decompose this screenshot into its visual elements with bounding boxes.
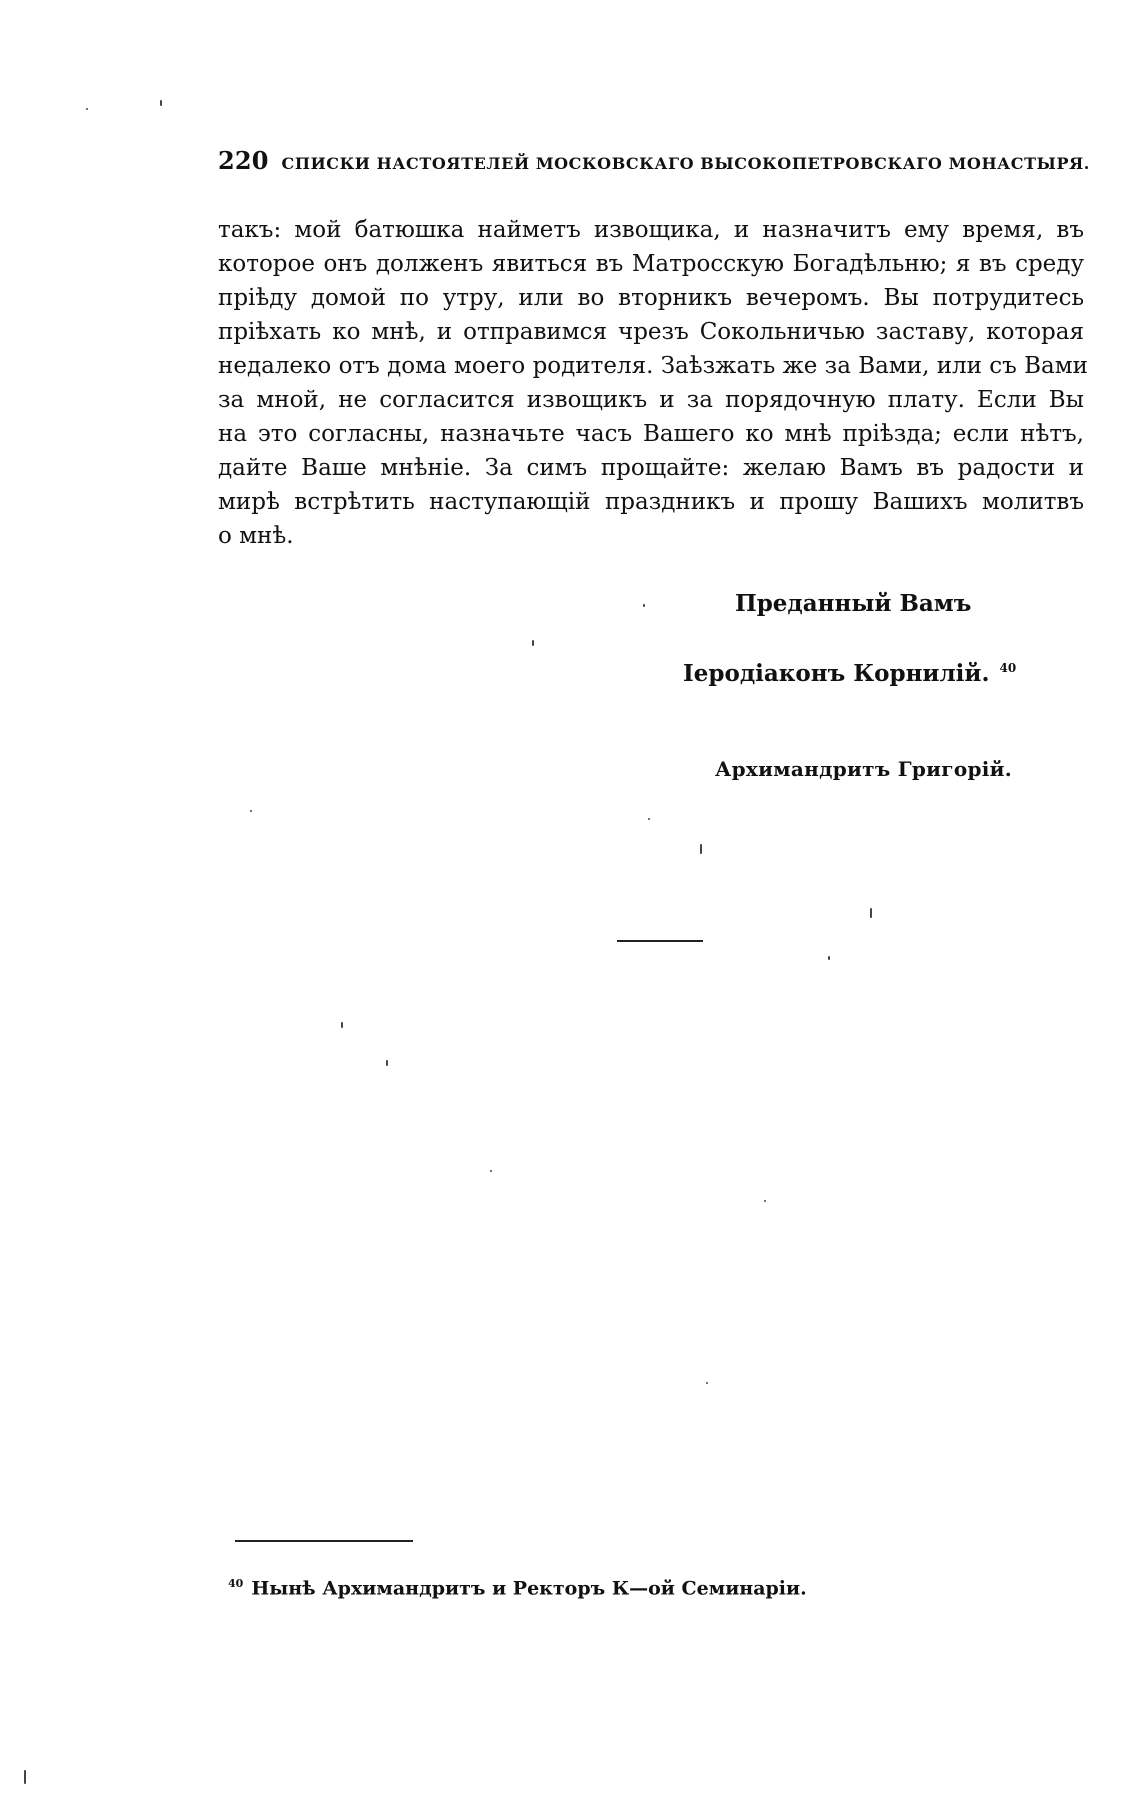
scan-speck xyxy=(24,1770,26,1784)
scan-speck xyxy=(828,956,830,960)
body-line: недалеко отъ дома моего родителя. Заѣзжать же за Вами, или съ Вами xyxy=(218,353,1088,379)
footnote-reference: 40 xyxy=(999,661,1017,676)
body-line: о мнѣ. xyxy=(218,523,294,549)
scan-speck xyxy=(764,1200,766,1202)
scan-speck xyxy=(160,100,162,106)
scan-speck xyxy=(870,908,872,918)
letter-body xyxy=(218,213,1088,553)
scan-speck xyxy=(700,844,702,854)
scan-speck xyxy=(643,604,645,607)
body-line: за мной, не согласится извощикъ и за порядочную плату. Если Вы xyxy=(218,387,1084,413)
footnote-text: Нынѣ Архимандритъ и Ректоръ К—ой Семинаріи. xyxy=(251,1577,807,1600)
scan-speck xyxy=(490,1170,492,1172)
footnote-mark: 40 xyxy=(228,1577,244,1590)
running-head-title: СПИСКИ НАСТОЯТЕЛЕЙ МОСКОВСКАГО ВЫСОКОПЕТРОВСКАГО МОНАСТЫРЯ. xyxy=(281,154,1090,173)
signature-name: Іеродіаконъ Корнилій. xyxy=(683,660,990,687)
signature-closing: Преданный Вамъ xyxy=(735,590,972,617)
footnote-rule xyxy=(235,1540,413,1542)
body-line: пріѣду домой по утру, или во вторникъ вечеромъ. Вы потрудитесь xyxy=(218,285,1084,311)
scan-speck xyxy=(532,640,534,646)
body-line: пріѣхать ко мнѣ, и отправимся чрезъ Сокольничью заставу, которая xyxy=(218,319,1084,345)
running-head xyxy=(218,146,1090,175)
section-divider xyxy=(617,940,703,942)
signature-addressee: Архимандритъ Григорій. xyxy=(715,757,1013,781)
signature-name-line xyxy=(683,660,1016,687)
scan-speck xyxy=(341,1022,343,1028)
body-line: на это согласны, назначьте часъ Вашего ко мнѣ пріѣзда; если нѣтъ, xyxy=(218,421,1084,447)
page-number: 220 xyxy=(218,146,269,175)
scan-speck xyxy=(250,810,252,812)
body-line: мирѣ встрѣтить наступающій праздникъ и прошу Вашихъ молитвъ xyxy=(218,489,1084,515)
scan-speck xyxy=(648,818,650,820)
scan-speck xyxy=(706,1382,708,1384)
footnote xyxy=(228,1577,807,1599)
body-line: которое онъ долженъ явиться въ Матросскую Богадѣльню; я въ среду xyxy=(218,251,1084,277)
scan-speck xyxy=(386,1060,388,1066)
body-line: такъ: мой батюшка найметъ извощика, и назначитъ ему время, въ xyxy=(218,217,1084,243)
scan-speck xyxy=(86,108,88,110)
body-line: дайте Ваше мнѣніе. За симъ прощайте: желаю Вамъ въ радости и xyxy=(218,455,1084,481)
